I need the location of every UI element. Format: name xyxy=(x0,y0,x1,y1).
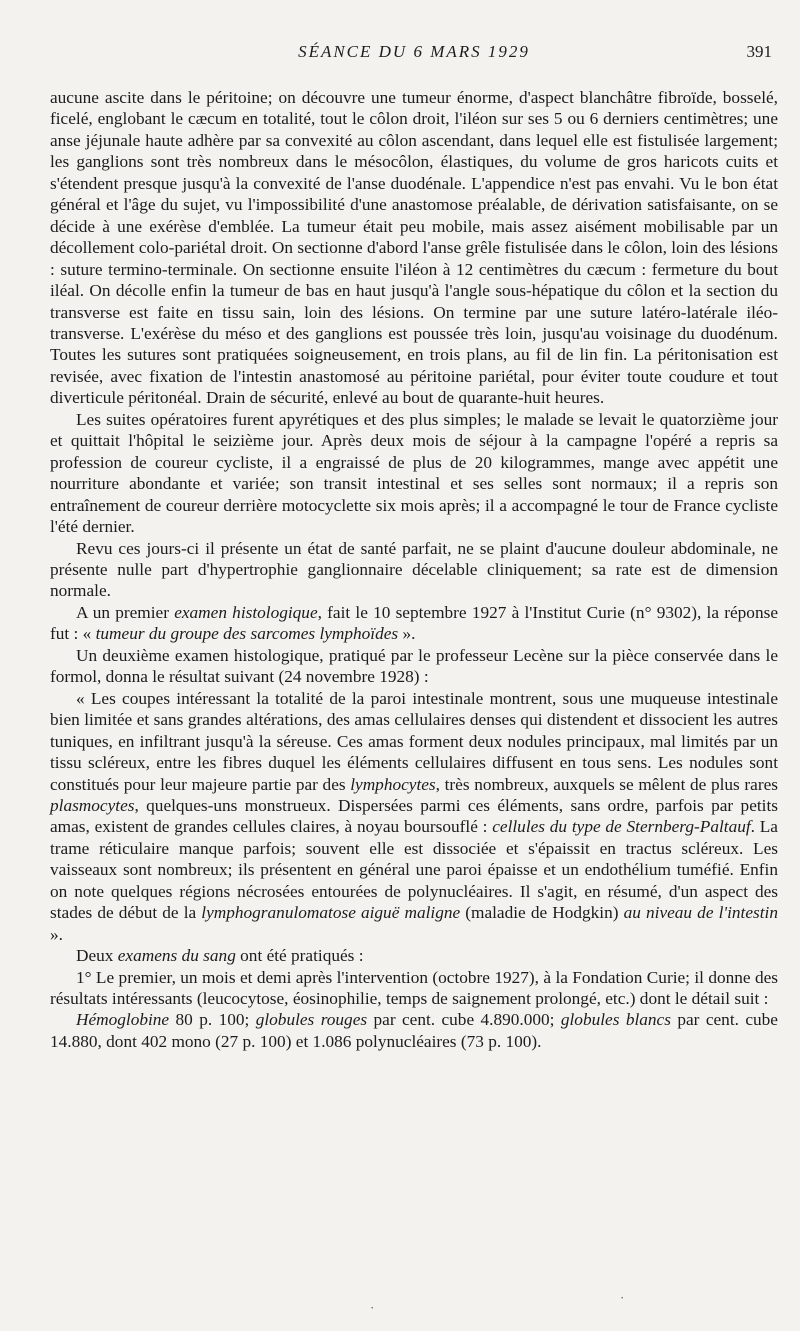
italic-run: lymphogranulomatose aiguë maligne xyxy=(201,903,461,923)
text-run: par cent. cube 4.890.000; xyxy=(367,1010,561,1030)
text-run: par cent. cube 14.880, dont 402 mono (27 p. 100) et 1.086 polynucléaires (73 p. 100). xyxy=(50,1010,778,1051)
paragraph-revu: Revu ces jours-ci il présente un état de santé parfait, ne se plaint d'aucune douleur abdominale, ne présente nulle part d'hypertrophie ganglionnaire décelable cliniquement; sa rate est de dimension normale. xyxy=(50,538,778,601)
page-number: 391 xyxy=(746,42,772,61)
print-speck: · xyxy=(620,1290,625,1305)
text-run: (maladie de Hodgkin) xyxy=(460,903,624,923)
text-run: ». xyxy=(50,924,63,944)
text-run: « Les coupes intéressant la totalité de la paroi intestinale montrent, sous une muqueuse intestinale bien limitée et sans grandes altérations, des amas cellulaires denses qui distendent et dissocient les autres tuniques, en infiltrant jusqu'à la séreuse. Ces amas forment deux nodules principaux, mal limités par un tissu scléreux, entre les fibres duquel les éléments cellulaires diffusent en tous sens. Les nodules sont constitués pour leur majeure partie par des xyxy=(50,688,778,794)
text-run: . La trame réticulaire manque parfois; souvent elle est dissociée et s'épaissit en tractus scléreux. Les vaisseaux sont nombreux; ils présentent en général une paroi épaisse et un endothélium tuméfié. Enfin on note quelques régions nécrosées entourées de polynucléaires. Il s'agit, en résumé, d'un aspect des stades de début de la xyxy=(50,817,778,923)
text-run: , quelques-uns monstrueux. Dispersées parmi ces éléments, sans ordre, parfois par petits amas, existent de grandes cellules claires, à noyau boursouflé : xyxy=(50,795,778,837)
italic-run: lymphocytes xyxy=(350,774,436,794)
running-head: SÉANCE DU 6 MARS 1929 xyxy=(298,42,530,61)
paragraph-hemogramme xyxy=(50,1009,778,1052)
paragraph-operation: aucune ascite dans le péritoine; on découvre une tumeur énorme, d'aspect blanchâtre fibroïde, bosselé, ficelé, englobant le cæcum en totalité, tout le côlon droit, l'iléon sur ses 5 ou 6 derniers centimètres; une anse jéjunale haute adhère par sa convexité au côlon ascendant, dans lequel elle est fistulisée largement; les ganglions sont très nombreux dans le mésocôlon, élastiques, du volume de gros haricots cuits et s'étendent presque jusqu'à la convexité de l'anse duodénale. L'appendice n'est pas envahi. Vu le bon état général et l'âge du sujet, vu l'impossibilité d'une anastomose préalable, de dérivation satisfaisante, on se décide à une exérèse d'emblée. La tumeur était peu mobile, mais assez aisément mobilisable par un décollement colo-pariétal droit. On sectionne d'abord l'anse grêle fistulisée dans le côlon, loin des lésions : suture termino-terminale. On sectionne ensuite l'iléon à 12 centimètres du cæcum : fermeture du bout iléal. On décolle enfin la tumeur de bas en haut jusqu'à l'angle sous-hépatique du côlon et la section du transverse est faite en tissu sain, loin des lésions. On termine par une suture latéro-latérale iléo-transverse. L'exérèse du méso et des ganglions est poussée très loin, jusqu'au voisinage du duodénum. Toutes les sutures sont pratiquées soigneusement, en trois plans, au fil de lin fin. La péritonisation est revisée, avec fixation de l'intestin anastomosé au péritoine pariétal, pour éviter toute coudure et tout diverticule péritonéal. Drain de sécurité, enlevé au bout de quarante-huit heures. xyxy=(50,88,778,408)
text-run: A un premier xyxy=(76,602,175,622)
italic-run: examen histologique xyxy=(174,602,318,622)
print-speck: · xyxy=(370,1300,375,1315)
paragraph-deuxieme-examen: Un deuxième examen histologique, pratiqué par le professeur Lecène sur la pièce conservée dans le formol, donna le résultat suivant (24 novembre 1928) : xyxy=(50,645,778,687)
italic-run: globules rouges xyxy=(255,1010,368,1030)
italic-run: tumeur du groupe des sarcomes lymphoïdes xyxy=(95,624,399,644)
text-run: ». xyxy=(398,624,416,644)
italic-run: examens du sang xyxy=(117,946,236,966)
italic-run: au niveau de l'intestin xyxy=(623,903,778,923)
text-run: Deux xyxy=(76,946,118,966)
paragraph-examens-sang xyxy=(50,945,778,966)
body-text xyxy=(50,87,778,1052)
paragraph-premier-sang: 1° Le premier, un mois et demi après l'intervention (octobre 1927), à la Fondation Curie; il donne des résultats intéressants (leucocytose, éosinophilie, temps de saignement prolongé, etc.) dont le détail suit : xyxy=(50,967,778,1009)
text-run: ont été pratiqués : xyxy=(235,946,364,966)
italic-run: plasmocytes xyxy=(50,795,135,815)
text-run: , fait le 10 septembre 1927 à l'Institut Curie (n° 9302), la réponse fut : « xyxy=(50,602,778,644)
italic-run: cellules du type de Sternberg-Paltauf xyxy=(492,817,751,837)
paragraph-premier-examen xyxy=(50,602,778,645)
italic-run: globules blancs xyxy=(560,1010,671,1030)
italic-run: Hémoglobine xyxy=(76,1010,170,1030)
paragraph-suites: Les suites opératoires furent apyrétiques et des plus simples; le malade se levait le quatorzième jour et quittait l'hôpital le seizième jour. Après deux mois de séjour à la campagne l'opéré a repris sa profession de coureur cycliste, il a engraissé de plus de 20 kilogrammes, mange avec appétit une nourriture abondante et variée; son transit intestinal et ses selles sont normaux; il a repris son entraînement de coureur derrière motocyclette six mois après; il a accompagné le tour de France cycliste l'été dernier. xyxy=(50,409,778,537)
text-run: 80 p. 100; xyxy=(169,1010,256,1030)
page-header xyxy=(50,42,778,72)
paragraph-citation xyxy=(50,688,778,945)
text-run: , très nombreux, auxquels se mêlent de plus rares xyxy=(435,774,778,794)
